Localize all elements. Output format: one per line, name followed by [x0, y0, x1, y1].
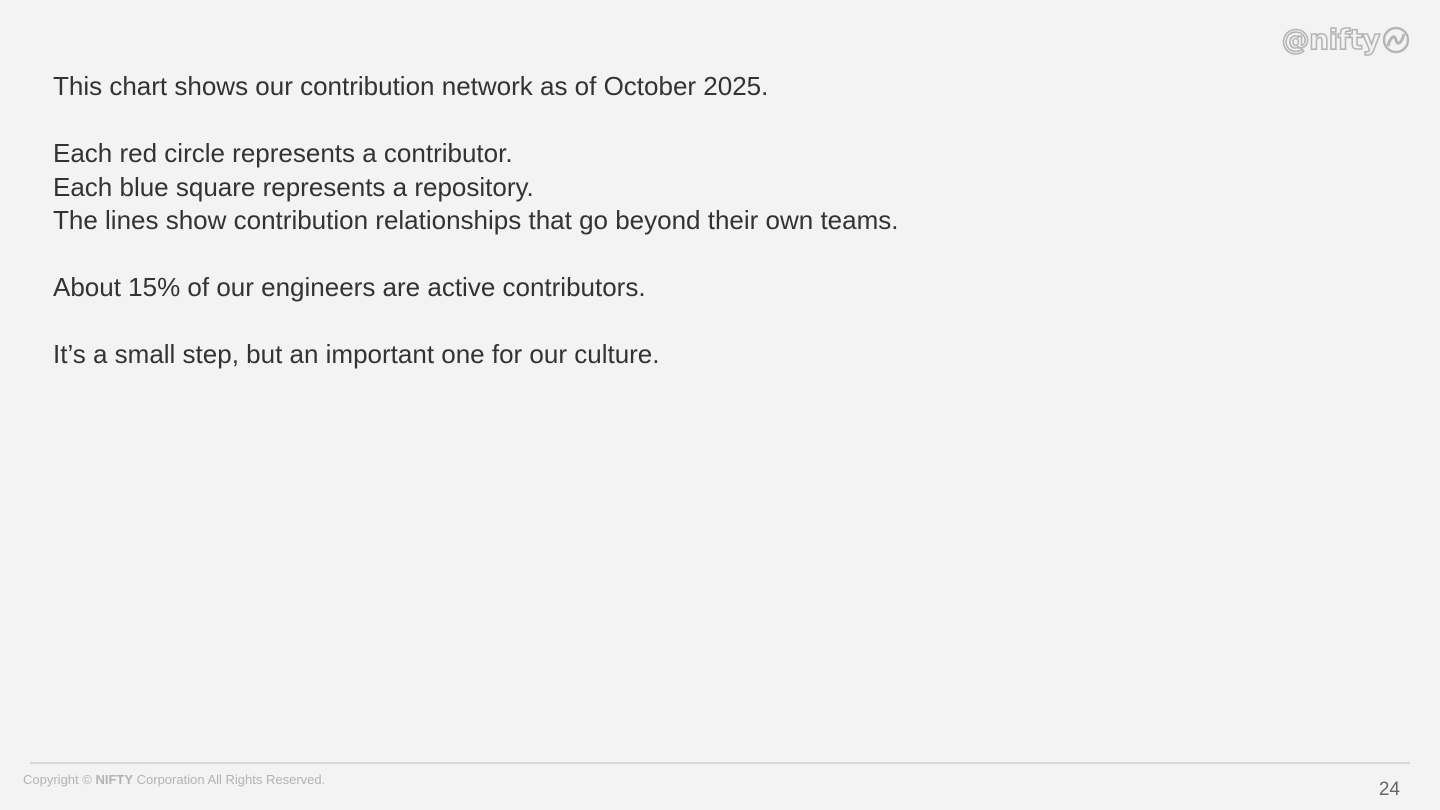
body-line-percentage: About 15% of our engineers are active contributors.: [53, 272, 646, 302]
body-line-repository: Each blue square represents a repository.: [53, 171, 534, 202]
slide-body-text: [53, 70, 1253, 372]
body-line-spacer: [53, 104, 1253, 138]
nifty-logo: [1281, 23, 1410, 56]
body-line-spacer: [53, 305, 1253, 339]
copyright-brand: NIFTY: [95, 772, 134, 787]
nifty-swirl-icon: [1382, 26, 1410, 54]
body-line-date: This chart shows our contribution network as of October 2025.: [53, 71, 769, 101]
body-line-culture: It’s a small step, but an important one for our culture.: [53, 339, 660, 369]
body-line-spacer: [53, 238, 1253, 272]
page-number: 24: [1378, 779, 1400, 800]
body-line-contributor: Each red circle represents a contributor.: [53, 138, 513, 168]
footer-divider: [30, 762, 1410, 764]
logo-text: @nifty: [1281, 23, 1380, 56]
copyright-suffix: Corporation All Rights Reserved.: [133, 772, 326, 787]
body-line-relationships: The lines show contribution relationships that go beyond their own teams.: [53, 205, 899, 235]
copyright-prefix: Copyright ©: [23, 772, 96, 787]
copyright-text: [23, 772, 325, 787]
